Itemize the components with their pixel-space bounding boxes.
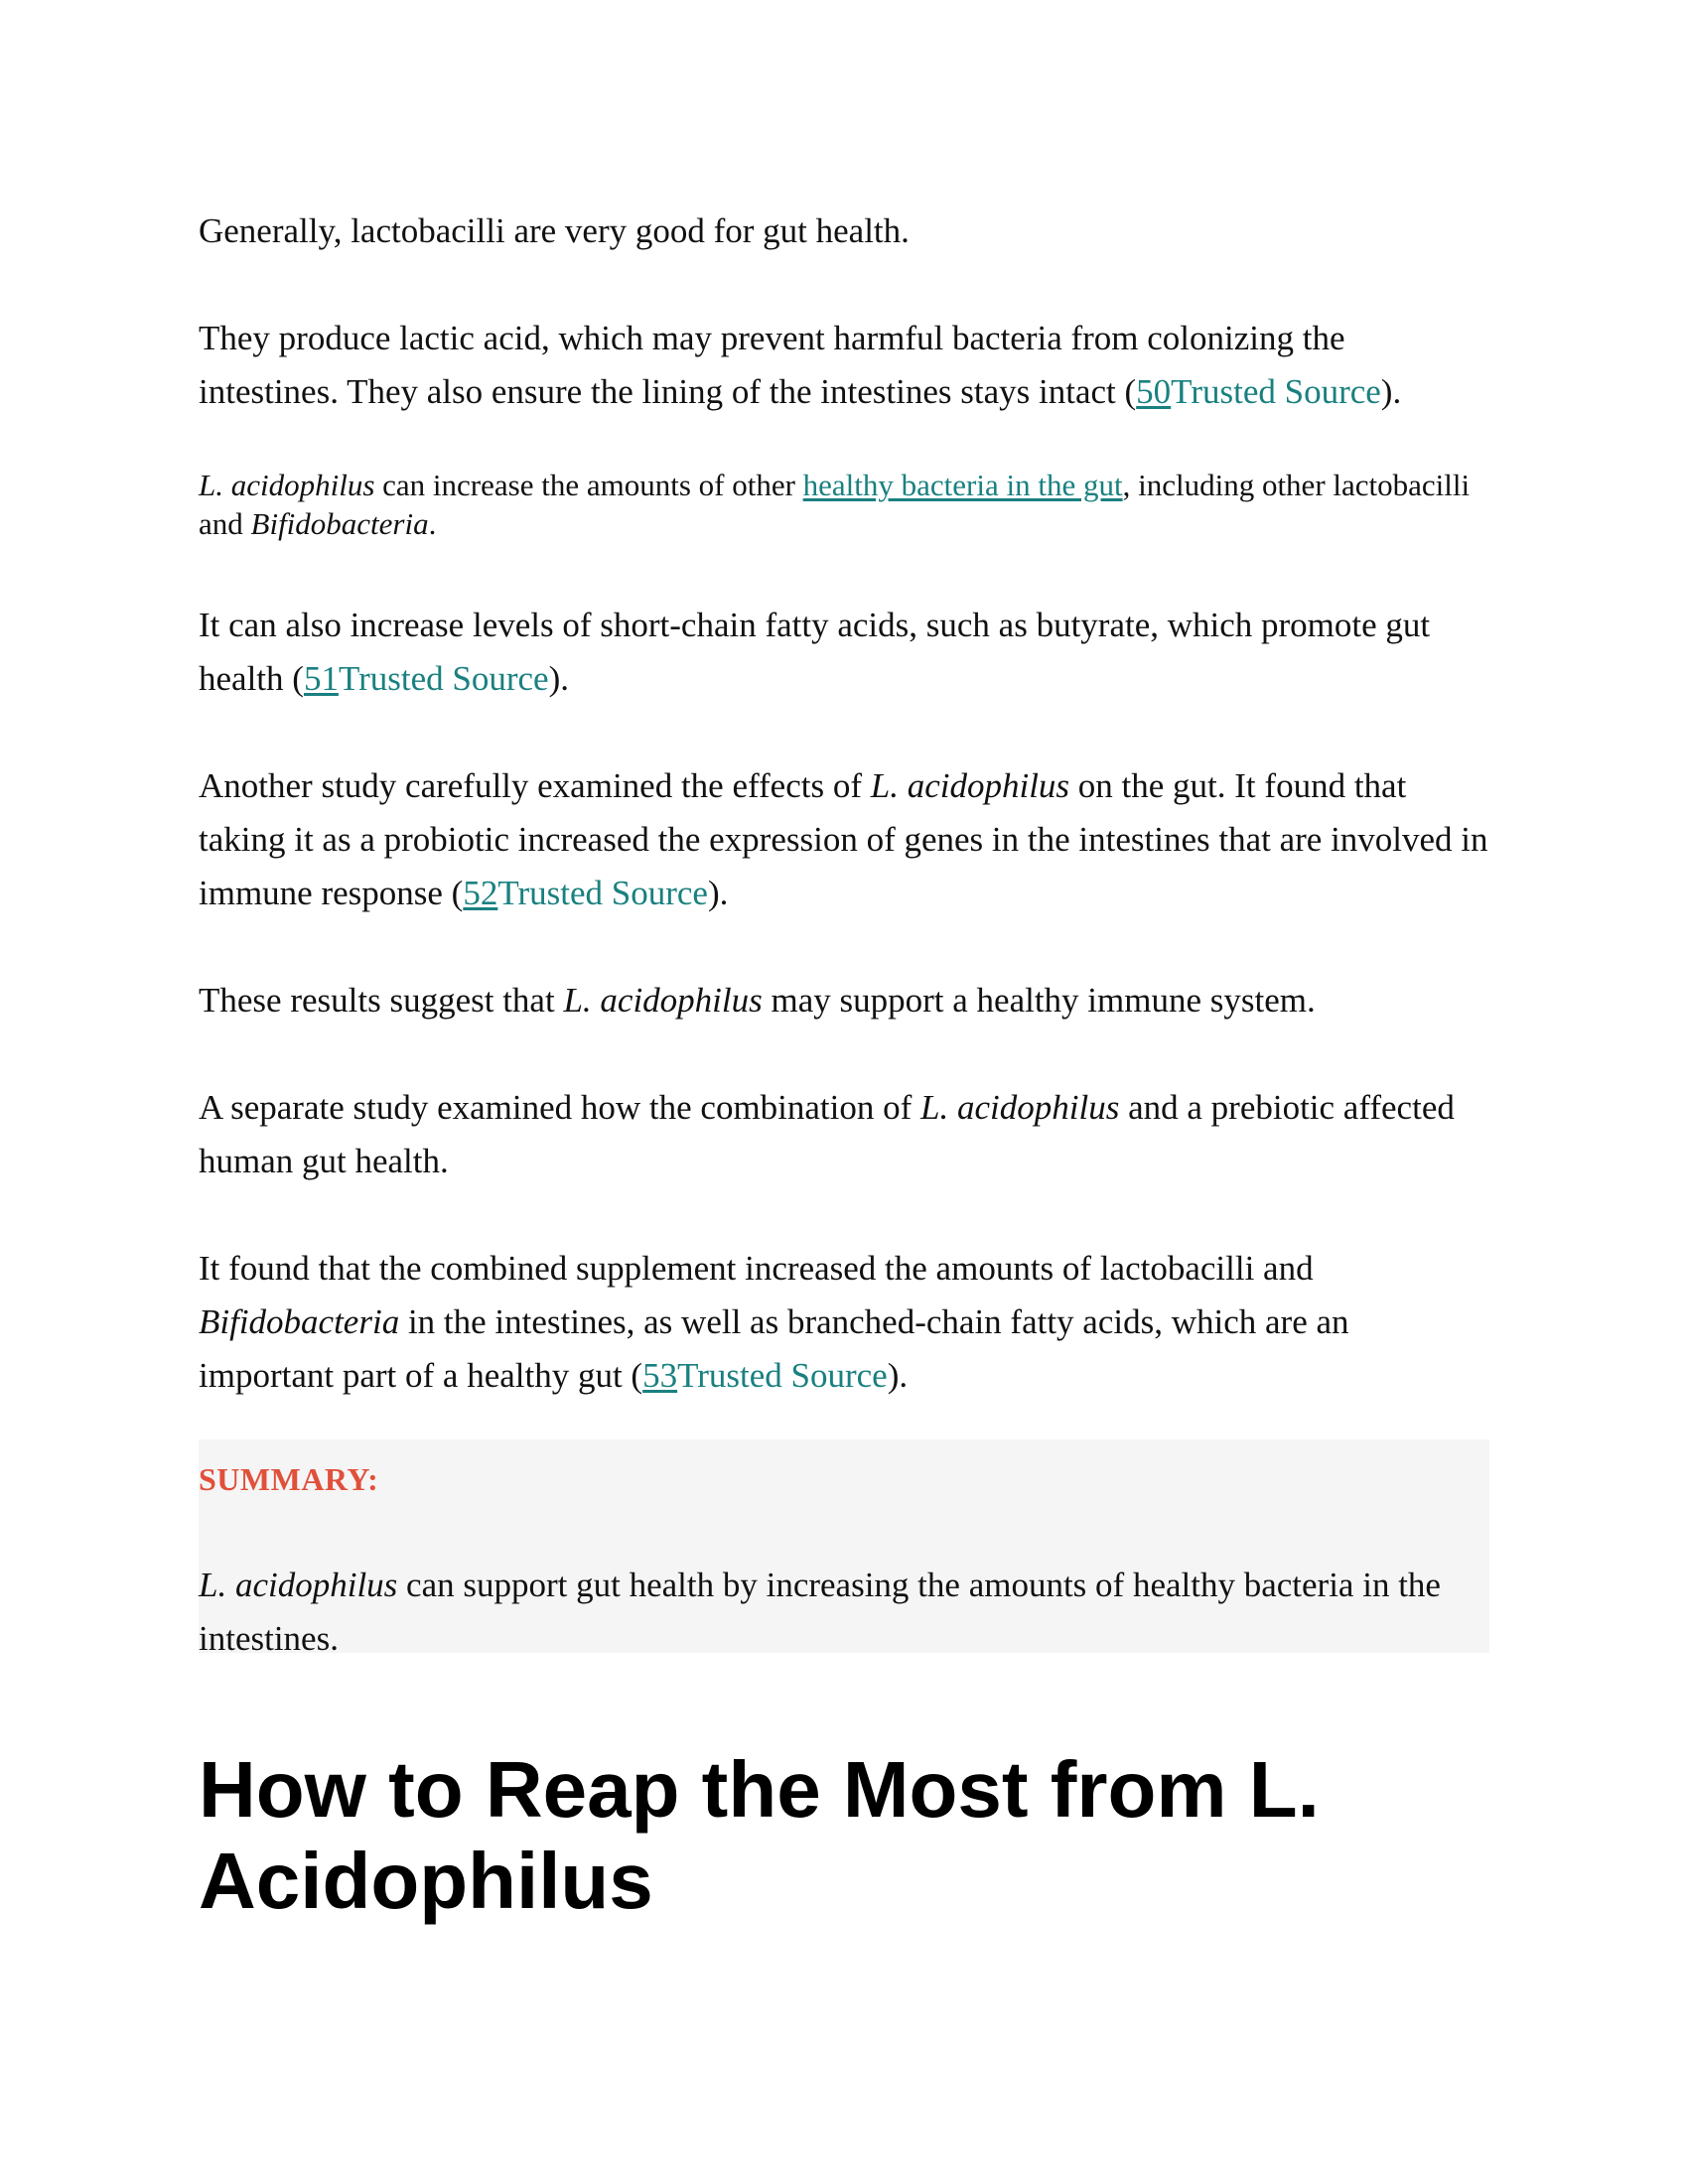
citation-link-51[interactable]: 51 [303, 659, 339, 698]
species-name: L. acidophilus [920, 1088, 1120, 1127]
paragraph-text: A separate study examined how the combination of [199, 1088, 921, 1127]
paragraph-text: They produce lactic acid, which may prevent harmful bacteria from colonizing the intestines. They also ensure the lining of the intestines stays intact ( [199, 319, 1345, 411]
summary-text [199, 1559, 1489, 1666]
paragraph-combined-supplement [199, 1242, 1489, 1403]
paragraph-text: and a prebiotic affected human gut health. [199, 1088, 1455, 1180]
species-name: L. acidophilus [199, 1566, 398, 1604]
trusted-source-label[interactable]: Trusted Source [338, 659, 549, 698]
paragraph-immune-genes [199, 759, 1489, 920]
species-name: L. acidophilus [563, 981, 763, 1020]
citation-link-50[interactable]: 50 [1136, 372, 1172, 411]
paragraph-text: These results suggest that [199, 981, 564, 1020]
paragraph-immune-system [199, 974, 1489, 1027]
summary-label: SUMMARY: [199, 1461, 379, 1497]
paragraph-text: in the intestines, as well as branched-chain fatty acids, which are an important part of a healthy gut ( [199, 1302, 1349, 1395]
paragraph-text-end: ). [887, 1356, 909, 1395]
summary-body: can support gut health by increasing the amounts of healthy bacteria in the intestines. [199, 1566, 1441, 1658]
paragraph-prebiotic-study [199, 1081, 1489, 1188]
trusted-source-label[interactable]: Trusted Source [497, 874, 708, 912]
trusted-source-label[interactable]: Trusted Source [1171, 372, 1381, 411]
paragraph-lactic-acid [199, 312, 1489, 419]
citation-link-53[interactable]: 53 [642, 1356, 678, 1395]
paragraph-text-end: ). [1380, 372, 1402, 411]
paragraph-text: , including other lactobacilli and [199, 468, 1471, 541]
paragraph-text: Another study carefully examined the effects of [199, 766, 871, 805]
trusted-source-label[interactable]: Trusted Source [677, 1356, 888, 1395]
paragraph-text: It found that the combined supplement increased the amounts of lactobacilli and [199, 1249, 1314, 1288]
paragraph-healthy-bacteria [199, 466, 1489, 543]
paragraph-text: It can also increase levels of short-chain fatty acids, such as butyrate, which promote gut health ( [199, 606, 1431, 698]
paragraph-text: can increase the amounts of other [374, 468, 803, 502]
paragraph-text-end: ). [707, 874, 729, 912]
healthy-bacteria-link[interactable]: healthy bacteria in the gut [802, 468, 1123, 502]
paragraph-lactobacilli-gut-health [199, 205, 1489, 258]
paragraph-short-chain-fatty-acids [199, 599, 1489, 706]
paragraph-text: Generally, lactobacilli are very good for gut health. [199, 211, 910, 250]
paragraph-text-end: ). [548, 659, 569, 698]
section-heading: How to Reap the Most from L. Acidophilus [199, 1745, 1320, 1925]
species-name: Bifidobacteria [250, 506, 429, 541]
species-name: L. acidophilus [870, 766, 1070, 805]
paragraph-text: may support a healthy immune system. [762, 981, 1316, 1020]
species-name: L. acidophilus [199, 468, 375, 502]
paragraph-text: on the gut. It found that taking it as a probiotic increased the expression of genes in the intestines that are involved in immune response ( [199, 766, 1488, 912]
citation-link-52[interactable]: 52 [463, 874, 498, 912]
paragraph-text-end: . [428, 506, 437, 541]
summary-box [199, 1439, 1489, 1658]
species-name: Bifidobacteria [199, 1302, 400, 1341]
